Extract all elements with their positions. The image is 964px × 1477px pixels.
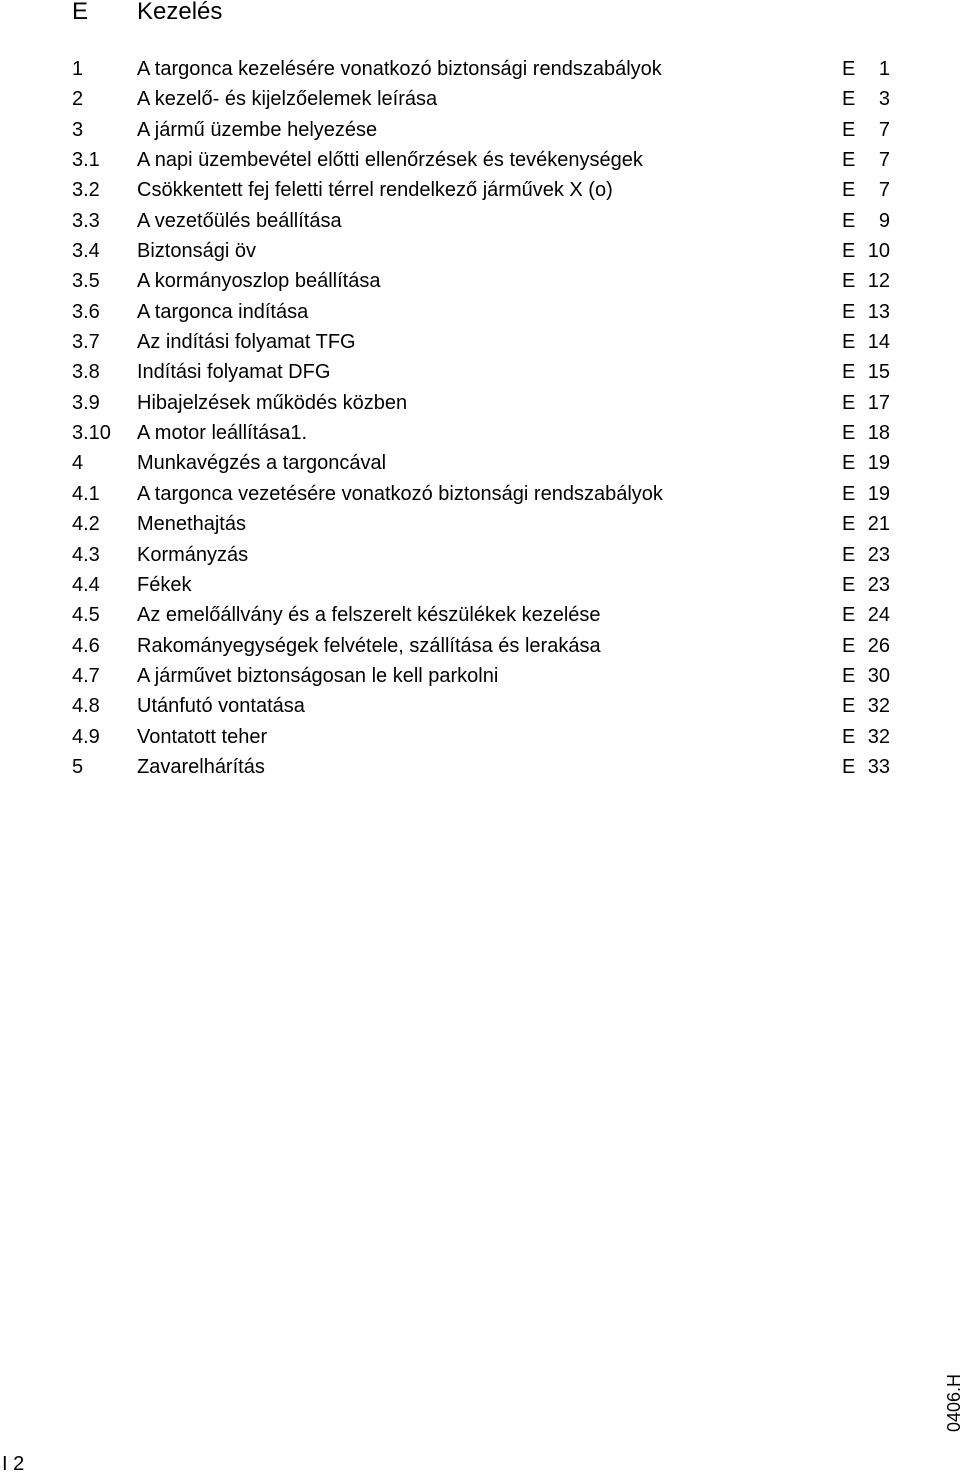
toc-page-prefix: E [842, 118, 856, 141]
toc-entry[interactable] [72, 175, 890, 205]
toc-entry-page [842, 266, 890, 296]
toc-page-prefix: E [842, 695, 856, 718]
toc-entry-page [842, 327, 890, 357]
toc-entry-title: Indítási folyamat DFG [137, 361, 331, 384]
toc-entry[interactable] [72, 448, 890, 478]
toc-page-number: 14 [867, 331, 890, 354]
toc-entry[interactable] [72, 418, 890, 448]
toc-entry[interactable] [72, 388, 890, 418]
toc-entry-number: 3.5 [72, 270, 100, 293]
toc-entry-title: Az emelőállvány és a felszerelt készülékek kezelése [137, 604, 601, 627]
toc-page-number: 26 [867, 634, 890, 657]
toc-entry-page [842, 54, 890, 84]
toc-page-prefix: E [842, 331, 856, 354]
toc-entry-title: Zavarelhárítás [137, 755, 265, 778]
toc-page-number: 17 [867, 391, 890, 414]
toc-entry-page [842, 509, 890, 539]
toc-entry-title: A napi üzembevétel előtti ellenőrzések és tevékenységek [137, 149, 643, 172]
toc-page-number: 13 [867, 300, 890, 323]
toc-entry[interactable] [72, 752, 890, 782]
toc-page-prefix: E [842, 573, 856, 596]
toc-page-prefix: E [842, 58, 856, 80]
toc-entry-page [842, 175, 890, 205]
toc-entry-page [842, 479, 890, 509]
toc-page-number: 3 [878, 88, 890, 111]
toc-page-prefix: E [842, 634, 856, 657]
toc-page-number: 32 [867, 725, 890, 748]
toc-page-prefix: E [842, 452, 856, 475]
toc-entry-title: A targonca indítása [137, 300, 309, 323]
toc-entry-title: A targonca vezetésére vonatkozó biztonsági rendszabályok [137, 482, 663, 505]
toc-entry-page [842, 145, 890, 175]
toc-entry-title: A targonca kezelésére vonatkozó biztonsági rendszabályok [137, 58, 662, 80]
toc-entry-page [842, 206, 890, 236]
toc-page-prefix: E [842, 88, 856, 111]
toc-entry-page [842, 661, 890, 691]
toc-entry-title: Hibajelzések működés közben [137, 391, 408, 414]
toc-entry-number: 4.9 [72, 725, 100, 748]
toc-entry-number: 4.5 [72, 604, 100, 627]
toc-entry[interactable] [72, 509, 890, 539]
toc-entry-number: 3 [72, 118, 84, 141]
toc-entry[interactable] [72, 266, 890, 296]
toc-entry-title: A kormányoszlop beállítása [137, 270, 381, 293]
toc-page-number: 7 [878, 179, 890, 202]
toc-entry-number: 3.9 [72, 391, 100, 414]
toc-page-number: 10 [867, 240, 890, 263]
toc-entry-title: Fékek [137, 573, 192, 596]
toc-entry-title: Utánfutó vontatása [137, 695, 305, 718]
toc-entry-number: 3.3 [72, 209, 100, 232]
document-code: 0406.H [944, 1373, 964, 1432]
toc-entry-page [842, 357, 890, 387]
toc-page-number: 33 [867, 755, 890, 778]
toc-entry[interactable] [72, 145, 890, 175]
toc-entry-page [842, 388, 890, 418]
toc-entry[interactable] [72, 661, 890, 691]
toc-page-prefix: E [842, 240, 856, 263]
toc-page-prefix: E [842, 482, 856, 505]
toc-page-prefix: E [842, 422, 856, 445]
toc-entry-page [842, 752, 890, 782]
toc-page-number: 18 [867, 422, 890, 445]
toc-entry[interactable] [72, 691, 890, 721]
toc-entry-page [842, 236, 890, 266]
toc-entry-number: 4.2 [72, 513, 100, 536]
toc-page-prefix: E [842, 513, 856, 536]
toc-entry[interactable] [72, 84, 890, 114]
toc-page-number: 30 [867, 664, 890, 687]
toc-entry-page [842, 691, 890, 721]
toc-entry-page [842, 84, 890, 114]
toc-entry[interactable] [72, 206, 890, 236]
toc-entry-number: 2 [72, 88, 84, 111]
toc-entry-page [842, 600, 890, 630]
toc-page-prefix: E [842, 209, 856, 232]
toc-page-prefix: E [842, 179, 856, 202]
toc-entry[interactable] [72, 600, 890, 630]
toc-entry-number: 4.7 [72, 664, 100, 687]
page-number: I 2 [2, 1453, 25, 1475]
toc-page-number: 24 [867, 604, 890, 627]
toc-entry-number: 3.7 [72, 331, 100, 354]
toc-entry-title: A vezetőülés beállítása [137, 209, 342, 232]
toc-entry-title: Csökkentett fej feletti térrel rendelkező járművek X (o) [137, 179, 613, 202]
chapter-letter: E [72, 0, 89, 25]
toc-page-prefix: E [842, 361, 856, 384]
toc-entry-number: 4.3 [72, 543, 100, 566]
toc-page-number: 21 [867, 513, 890, 536]
toc-entry-title: A kezelő- és kijelzőelemek leírása [137, 88, 438, 111]
toc-page-number: 1 [878, 58, 890, 80]
toc-page-number: 32 [867, 695, 890, 718]
toc-entry-title: Menethajtás [137, 513, 246, 536]
toc-page-prefix: E [842, 391, 856, 414]
toc-entry-number: 4.4 [72, 573, 100, 596]
toc-entry-page [842, 297, 890, 327]
toc-page-number: 19 [867, 452, 890, 475]
toc-entry-title: A jármű üzembe helyezése [137, 118, 378, 141]
toc-page-prefix: E [842, 270, 856, 293]
toc-entry[interactable] [72, 297, 890, 327]
chapter-title: Kezelés [137, 0, 223, 25]
toc-entry[interactable] [72, 540, 890, 570]
toc-entry-title: Kormányzás [137, 543, 249, 566]
toc-entry-number: 4.8 [72, 695, 100, 718]
toc-entry[interactable] [72, 327, 890, 357]
toc-entry[interactable] [72, 115, 890, 145]
toc-entry-number: 3.1 [72, 149, 100, 172]
toc-entry-number: 4.1 [72, 482, 100, 505]
toc-entry[interactable] [72, 236, 890, 266]
toc-page-prefix: E [842, 664, 856, 687]
toc-entry[interactable] [72, 570, 890, 600]
toc-entry-page [842, 448, 890, 478]
toc-entry-number: 3.6 [72, 300, 100, 323]
toc-entry-title: Munkavégzés a targoncával [137, 452, 387, 475]
toc-entry-number: 3.2 [72, 179, 100, 202]
toc-entry-title: Vontatott teher [137, 725, 268, 748]
toc-page-number: 12 [867, 270, 890, 293]
toc-entry[interactable] [72, 631, 890, 661]
toc-page-number: 19 [867, 482, 890, 505]
toc-entry-number: 5 [72, 755, 84, 778]
toc-entry[interactable] [72, 479, 890, 509]
toc-entry-page [842, 418, 890, 448]
toc-entry-title: A járművet biztonságosan le kell parkolni [137, 664, 499, 687]
toc-entry-page [842, 540, 890, 570]
table-of-contents [72, 54, 890, 782]
toc-entry-number: 3.10 [72, 422, 111, 445]
toc-entry-page [842, 722, 890, 752]
toc-page-number: 15 [867, 361, 890, 384]
toc-entry[interactable] [72, 54, 890, 84]
toc-page-number: 23 [867, 573, 890, 596]
toc-entry-number: 3.8 [72, 361, 100, 384]
toc-page-number: 9 [878, 209, 890, 232]
toc-page-number: 23 [867, 543, 890, 566]
toc-entry-page [842, 115, 890, 145]
toc-entry[interactable] [72, 722, 890, 752]
toc-page-number: 7 [878, 149, 890, 172]
toc-page-prefix: E [842, 604, 856, 627]
toc-page-prefix: E [842, 755, 856, 778]
toc-entry-number: 4 [72, 452, 84, 475]
toc-entry-title: Rakományegységek felvétele, szállítása és lerakása [137, 634, 601, 657]
toc-page-prefix: E [842, 300, 856, 323]
toc-entry-page [842, 631, 890, 661]
toc-entry-page [842, 570, 890, 600]
toc-entry-title: Az indítási folyamat TFG [137, 331, 356, 354]
toc-page-prefix: E [842, 149, 856, 172]
toc-entry-number: 1 [72, 58, 84, 80]
toc-entry-title: Biztonsági öv [137, 240, 256, 263]
toc-page-number: 7 [878, 118, 890, 141]
toc-page-prefix: E [842, 725, 856, 748]
toc-entry-title: A motor leállítása1. [137, 422, 308, 445]
toc-page-prefix: E [842, 543, 856, 566]
toc-entry-number: 4.6 [72, 634, 100, 657]
toc-entry[interactable] [72, 357, 890, 387]
toc-entry-number: 3.4 [72, 240, 100, 263]
